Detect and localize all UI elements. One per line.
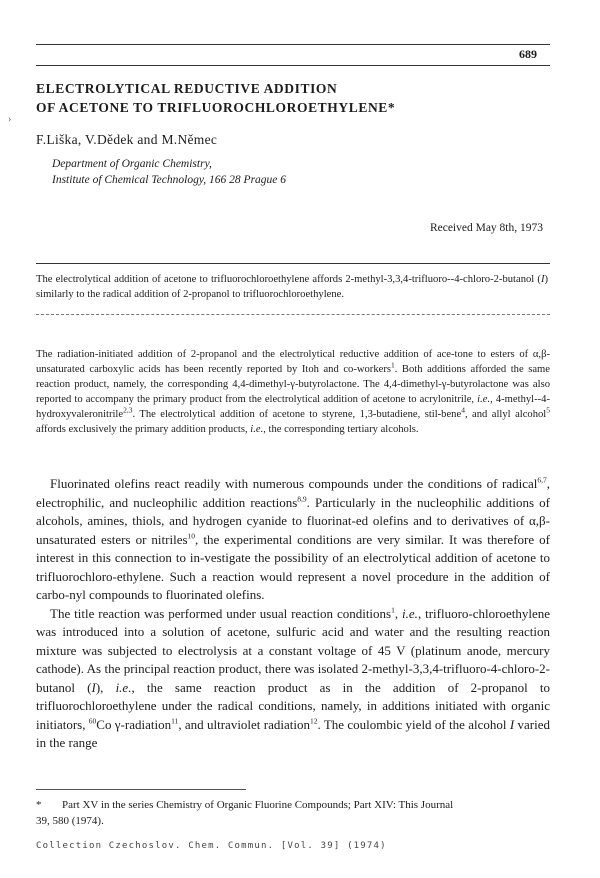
paragraph-text: , the experimental conditions are very similar. It was therefore of interest in this connection to in-vestigate the possibility of an electrolytical addition of acetone to trifluorochloro-ethylene. Such a reaction would represent a novel procedure in the addition of carbo-nyl compounds to fluorinated olefins. <box>36 531 550 602</box>
paragraph-text: Co γ-radiation <box>96 716 172 732</box>
received-date: Received May 8th, 1973 <box>429 222 543 234</box>
summary-text: The radiation-initiated addition of 2-propanol and the electrolytical reductive addition of ace-tone to esters of α,β-unsaturated carboxylic acids has been recently reported by Itoh and co-workers <box>36 349 550 375</box>
paragraph-text: , trifluoro-chloroethylene was introduced into a solution of acetone, sulfuric acid and water and the resulting reaction mixture was subjected to electrolysis at a constant voltage of 45 V (platinum anode, mercury cathode). As the principal reaction product, there was isolated 2-methyl-3,3,4-trifluoro-4-chloro-2-butanol ( <box>36 605 551 695</box>
abstract <box>36 272 548 302</box>
paragraph-text: , electrophilic, and nucleophilic addition reactions <box>36 476 550 510</box>
footnote <box>36 797 550 829</box>
affiliation-line-1: Department of Organic Chemistry, <box>52 158 212 170</box>
paragraph-text: Fluorinated olefins react readily with numerous compounds under the conditions of radical <box>50 476 538 491</box>
citation-ref: 8,9 <box>297 494 307 504</box>
citation-ref: 5 <box>546 405 550 415</box>
abstract-text: ) similarly to the radical addition of 2-propanol to trifluorochloroethylene. <box>36 274 548 300</box>
citation-ref: 4 <box>461 405 465 415</box>
authors: F.Liška, V.Dědek and M.Němec <box>36 132 218 147</box>
citation-ref: 2,3 <box>123 405 133 415</box>
paragraph-text: ), <box>95 679 116 695</box>
paragraph-text: . The coulombic yield of the alcohol <box>317 716 510 732</box>
paragraph-text: The title reaction was performed under usual reaction conditions <box>50 605 392 621</box>
summary-text: affords exclusively the primary addition products, <box>36 424 251 435</box>
introduction-summary <box>36 347 550 437</box>
abstract-rule-top <box>36 263 550 264</box>
journal-footer: Collection Czechoslov. Chem. Commun. [Vol. 39] (1974) <box>36 841 387 851</box>
compound-ref: I <box>91 679 96 695</box>
footnote-line-1 <box>36 797 550 813</box>
article-title <box>36 79 536 117</box>
compound-ref: I <box>509 716 515 732</box>
summary-text: , 4-methyl--4-hydroxyvaleronitrile <box>36 394 550 420</box>
citation-ref: 1 <box>391 605 395 615</box>
compound-ref: I <box>540 274 545 285</box>
affiliation-line-2: Institute of Chemical Technology, 166 28 Prague 6 <box>52 174 287 186</box>
abstract-text: The electrolytical addition of acetone to trifluorochloroethylene affords 2-methyl-3,3,4-trifluoro--4-chloro-2-butanol ( <box>36 274 541 285</box>
header-rule <box>36 44 550 45</box>
paragraph-text: . Particularly in the nucleophilic additions of alcohols, amines, thiols, and hydrogen cyanide to fluorinat-ed olefins and to derivatives of α,β-unsaturated esters or nitriles <box>36 494 551 547</box>
citation-ref: 10 <box>187 531 196 541</box>
affiliation <box>52 156 286 188</box>
summary-text: , the corresponding tertiary alcohols. <box>263 424 419 435</box>
citation-ref: 1 <box>390 360 395 370</box>
margin-mark: › <box>8 114 12 125</box>
summary-text: i.e. <box>477 394 491 405</box>
paragraph-text: , and ultraviolet radiation <box>178 716 310 732</box>
paragraph-text: , <box>394 605 403 621</box>
paragraph-text: i.e. <box>115 679 132 695</box>
header-rule-lower <box>36 65 550 66</box>
page-number: 689 <box>519 47 537 61</box>
citation-ref: 6,7 <box>537 475 547 485</box>
summary-text: . Both additions afforded the same reaction product, namely, the corresponding 4,4-dimethyl-γ-butyrolactone. The 4,4-dimethyl-γ-butyrolactone was also reported to accompany the primary product from the electrolytical addition of acetone to acrylonitrile, <box>36 364 550 405</box>
body-text <box>36 475 550 753</box>
paragraph-text: varied in the range <box>36 716 551 750</box>
abstract-rule-bottom <box>36 314 550 315</box>
body-paragraph-1 <box>36 475 550 605</box>
paragraph-text: i.e. <box>402 605 418 621</box>
title-line-1: ELECTROLYTICAL REDUCTIVE ADDITION <box>36 81 338 96</box>
summary-text: . The electrolytical addition of acetone to styrene, 1,3-butadiene, stil-bene <box>132 409 462 420</box>
footnote-text: Part XV in the series Chemistry of Organic Fluorine Compounds; Part XIV: This Journal <box>62 799 454 811</box>
footnote-line-2: 39, 580 (1974). <box>36 815 104 827</box>
footnote-mark: * <box>36 799 42 811</box>
title-line-2: OF ACETONE TO TRIFLUOROCHLOROETHYLENE* <box>36 100 396 115</box>
summary-text: , and allyl alcohol <box>464 409 547 420</box>
citation-ref: 11 <box>171 716 179 726</box>
paragraph-text: , the same reaction product as in the addition of 2-propanol to trifluorochloroethylene under the radical conditions, namely, in additions initiated with organic initiators, <box>36 679 550 732</box>
isotope-mass: 60 <box>88 716 97 726</box>
summary-text: i.e. <box>250 424 264 435</box>
body-paragraph-2 <box>36 605 550 753</box>
footnote-rule <box>36 789 246 790</box>
citation-ref: 12 <box>309 716 318 726</box>
